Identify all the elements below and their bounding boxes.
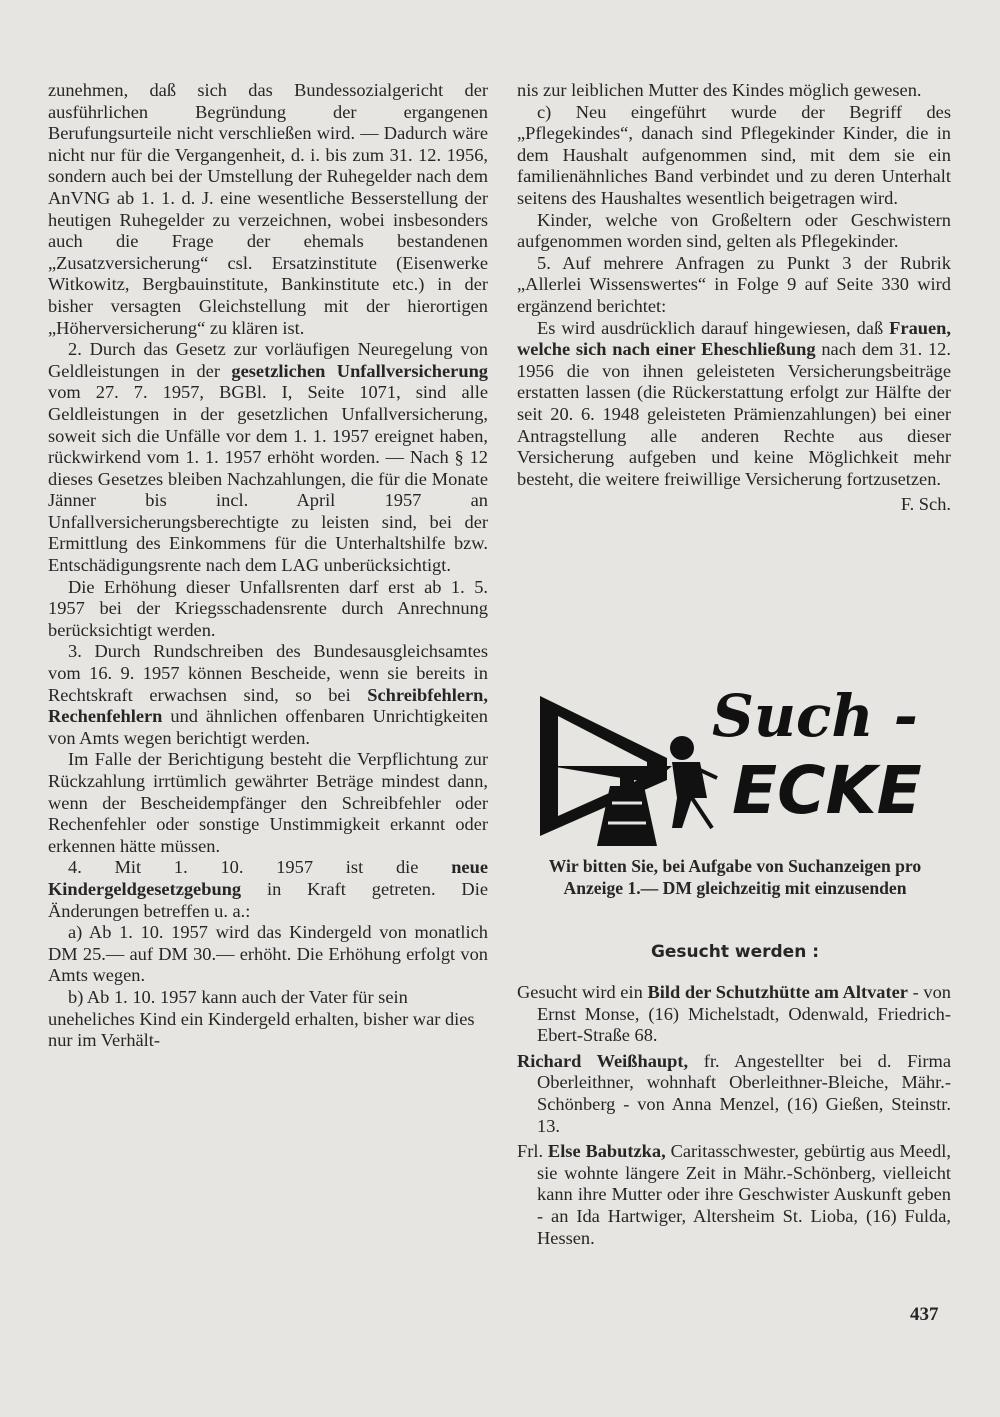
paragraph: Die Erhöhung dieser Unfallsrenten darf erst ab 1. 5. 1957 bei der Kriegsschadensrente durch Anrechnung berücksichtigt werden.: [48, 576, 488, 640]
paragraph: c) Neu eingeführt wurde der Begriff des „Pflegekindes“, danach sind Pflegekinder Kinder, die in dem Haushalt aufgenommen sind, mit dem sie ein familienähnliches Band verbindet und zu deren Unterhalt seitens des Haushaltes wesentlich beigetragen wird.: [517, 101, 951, 208]
such-ecke-graphic: [532, 678, 946, 846]
right-column: [517, 80, 951, 516]
paragraph: 2. Durch das Gesetz zur vorläufigen Neuregelung von Geldleistungen in der gesetzlichen Unfallversicherung vom 27. 7. 1957, BGBl. I, Seite 1071, sind alle Geldleistungen in der gesetzlichen Unfallversicherung, soweit sich die Unfälle vor dem 1. 1. 1957 ereignet haben, rückwirkend vom 1. 1. 1957 erhöht worden. — Nach § 12 dieses Gesetzes bleiben Nachzahlungen, die für die Monate Jänner bis incl. April 1957 an Unfallversicherungsberechtigte zu leisten sind, bei der Ermittlung des Einkommens für die Unterhaltshilfe bzw. Entschädigungsrente nach dem LAG unberücksichtigt.: [48, 339, 488, 576]
paragraph: Es wird ausdrücklich darauf hingewiesen, daß Frauen, welche sich nach einer Eheschließung nach dem 31. 12. 1956 die von ihnen geleisteten Versicherungsbeiträge erstatten lassen (die Rückerstattung erfolgt zur Hälfte der seit 20. 6. 1948 geleisteten Prämienzahlungen) bei einer Antragstellung alle anderen Rechte aus dieser Versicherung aufgeben und keine Möglichkeit mehr besteht, die weitere freiwillige Versicherung fortzusetzen.: [517, 317, 951, 489]
search-entry: Richard Weißhaupt, fr. Angestellter bei d. Firma Oberleithner, wohnhaft Oberleithner-Bleiche, Mähr.-Schönberg - von Anna Menzel, (16) Gießen, Steinstr. 13.: [517, 1050, 951, 1136]
paragraph: b) Ab 1. 10. 1957 kann auch der Vater für sein uneheliches Kind ein Kindergeld erhalten, bisher war dies nur im Verhält-: [48, 986, 475, 1051]
paragraph: nis zur leiblichen Mutter des Kindes möglich gewesen.: [517, 80, 922, 100]
logo-word-ecke: ECKE: [732, 752, 922, 829]
paragraph: 3. Durch Rundschreiben des Bundesausgleichsamtes vom 16. 9. 1957 können Bescheide, wenn sie bereits in Rechtskraft erwachsen sind, so bei Schreibfehlern, Rechenfehlern und ähnlichen offenbaren Unrichtigkeiten von Amts wegen berichtigt werden.: [48, 641, 488, 748]
left-column: [48, 80, 488, 1052]
man-figure-icon: [670, 736, 694, 760]
paragraph: zunehmen, daß sich das Bundessozialgericht der ausführlichen Begründung der ergangenen Berufungsurteile nicht verschließen wird. — Dadurch wäre nicht nur für die Vergangenheit, d. i. bis zum 31. 12. 1956, sondern auch bei der Umstellung der Ruhegelder nach dem AnVNG ab 1. 1. d. J. eine wesentliche Besserstellung der heutigen Ruhegelder zu verzeichnen, wobei insbesonders auch die Frage der ehemals bestandenen „Zusatzversicherung“ csl. Ersatzinstitute (Eisenwerke Witkowitz, Bergbauinstitute, Bankinstitute etc.) in der bisher versagten Gleichstellung mit der hierortigen „Höherversicherung“ zu klären ist.: [48, 80, 488, 338]
search-entry: Frl. Else Babutzka, Caritasschwester, gebürtig aus Meedl, sie wohnte längere Zeit in Mähr.-Schönberg, vielleicht kann ihre Mutter oder ihre Geschwister Auskunft geben - an Ida Hartwiger, Altersheim St. Lioba, (16) Fulda, Hessen.: [517, 1141, 951, 1248]
paragraph: Im Falle der Berichtigung besteht die Verpflichtung zur Rückzahlung irrtümlich gewährter Beträge mindest dann, wenn der Bescheidempfänger den Schreibfehler oder Rechenfehler oder sonstige Unstimmigkeit erkannt oder erkennen hätte müssen.: [48, 749, 488, 856]
such-ecke-logo: [532, 678, 946, 846]
search-entries: [517, 982, 951, 1253]
paragraph: Kinder, welche von Großeltern oder Geschwistern aufgenommen worden sind, gelten als Pflegekinder.: [517, 209, 951, 252]
logo-word-such: Such -: [712, 682, 918, 750]
notice-text: Wir bitten Sie, bei Aufgabe von Suchanzeigen pro Anzeige 1.— DM gleichzeitig mit einzusenden: [548, 856, 922, 898]
section-heading: Gesucht werden :: [650, 942, 820, 962]
paragraph: 5. Auf mehrere Anfragen zu Punkt 3 der Rubrik „Allerlei Wissenswertes“ in Folge 9 auf Seite 330 wird ergänzend berichtet:: [517, 252, 951, 316]
search-entry: Gesucht wird ein Bild der Schutzhütte am Altvater - von Ernst Monse, (16) Michelstadt, Odenwald, Friedrich-Ebert-Straße 68.: [517, 982, 951, 1046]
author-signature: F. Sch.: [900, 494, 951, 515]
paragraph: a) Ab 1. 10. 1957 wird das Kindergeld von monatlich DM 25.— auf DM 30.— erhöht. Die Erhöhung erfolgt von Amts wegen.: [48, 922, 488, 986]
page-number: 437: [910, 1304, 939, 1325]
paragraph: 4. Mit 1. 10. 1957 ist die neue Kindergeldgesetzgebung in Kraft getreten. Die Änderungen betreffen u. a.:: [48, 857, 488, 921]
